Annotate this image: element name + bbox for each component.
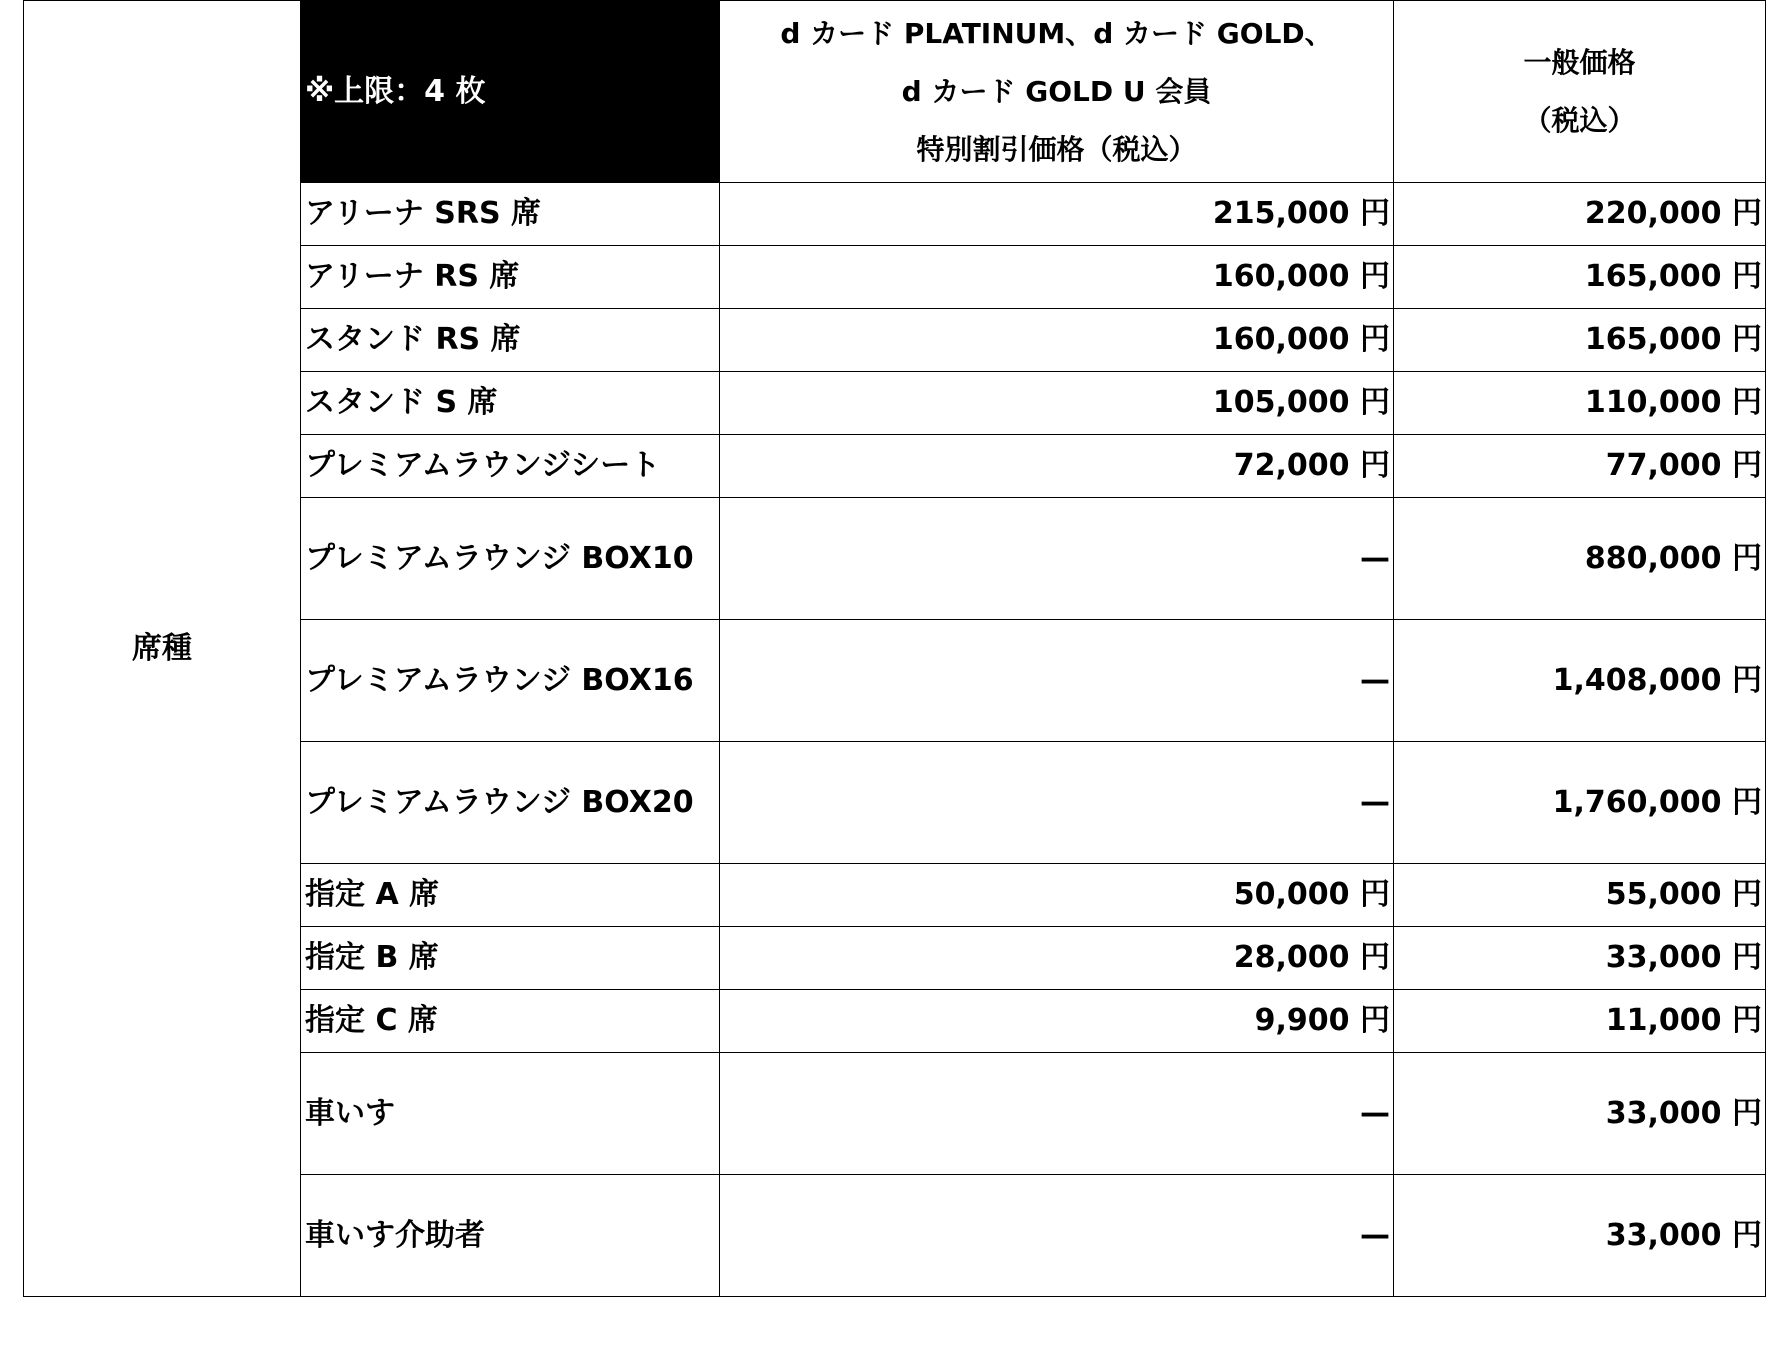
general-header-line-2: （税込） <box>1523 103 1636 137</box>
dcard-header-line-2: d カード GOLD U 会員 <box>901 74 1212 108</box>
dcard-price: 50,000 円 <box>720 864 1394 927</box>
seat-name: スタンド RS 席 <box>301 309 720 372</box>
dcard-price: — <box>720 742 1394 864</box>
general-header-line-1: 一般価格 <box>1523 45 1636 79</box>
seat-name: 指定 C 席 <box>301 990 720 1053</box>
dcard-price: 28,000 円 <box>720 927 1394 990</box>
dcard-header-line-1: d カード PLATINUM、d カード GOLD、 <box>780 16 1333 50</box>
seat-category-cell <box>24 1 301 1297</box>
dcard-price: 72,000 円 <box>720 435 1394 498</box>
dcard-price-header <box>720 1 1394 183</box>
seat-name: 指定 B 席 <box>301 927 720 990</box>
general-price: 165,000 円 <box>1394 246 1766 309</box>
dcard-price: 215,000 円 <box>720 183 1394 246</box>
dcard-price: 9,900 円 <box>720 990 1394 1053</box>
seat-name: プレミアムラウンジ BOX10 <box>301 498 720 620</box>
seat-name: スタンド S 席 <box>301 372 720 435</box>
general-price: 11,000 円 <box>1394 990 1766 1053</box>
dcard-price: — <box>720 1175 1394 1297</box>
dcard-price: — <box>720 1053 1394 1175</box>
seat-category-label: 席種 <box>132 630 192 666</box>
general-price: 880,000 円 <box>1394 498 1766 620</box>
seat-name: 車いす介助者 <box>301 1175 720 1297</box>
seat-name: 車いす <box>301 1053 720 1175</box>
general-price: 77,000 円 <box>1394 435 1766 498</box>
purchase-limit-cell <box>301 1 720 183</box>
general-price: 1,408,000 円 <box>1394 620 1766 742</box>
purchase-limit-label: ※上限：4 枚 <box>305 73 486 109</box>
header-row <box>24 1 1766 183</box>
general-price: 33,000 円 <box>1394 1053 1766 1175</box>
seat-name: アリーナ RS 席 <box>301 246 720 309</box>
general-price: 55,000 円 <box>1394 864 1766 927</box>
dcard-price: 105,000 円 <box>720 372 1394 435</box>
seat-name: プレミアムラウンジシート <box>301 435 720 498</box>
seat-name: 指定 A 席 <box>301 864 720 927</box>
dcard-price: 160,000 円 <box>720 246 1394 309</box>
general-price-header <box>1394 1 1766 183</box>
seat-name: プレミアムラウンジ BOX20 <box>301 742 720 864</box>
general-price: 33,000 円 <box>1394 1175 1766 1297</box>
general-price: 165,000 円 <box>1394 309 1766 372</box>
general-price: 220,000 円 <box>1394 183 1766 246</box>
dcard-header-line-3: 特別割引価格（税込） <box>916 132 1197 166</box>
seat-name: プレミアムラウンジ BOX16 <box>301 620 720 742</box>
ticket-price-table <box>23 0 1766 1297</box>
seat-name: アリーナ SRS 席 <box>301 183 720 246</box>
general-price: 1,760,000 円 <box>1394 742 1766 864</box>
general-price: 33,000 円 <box>1394 927 1766 990</box>
dcard-price: — <box>720 620 1394 742</box>
dcard-price: — <box>720 498 1394 620</box>
general-price: 110,000 円 <box>1394 372 1766 435</box>
dcard-price: 160,000 円 <box>720 309 1394 372</box>
